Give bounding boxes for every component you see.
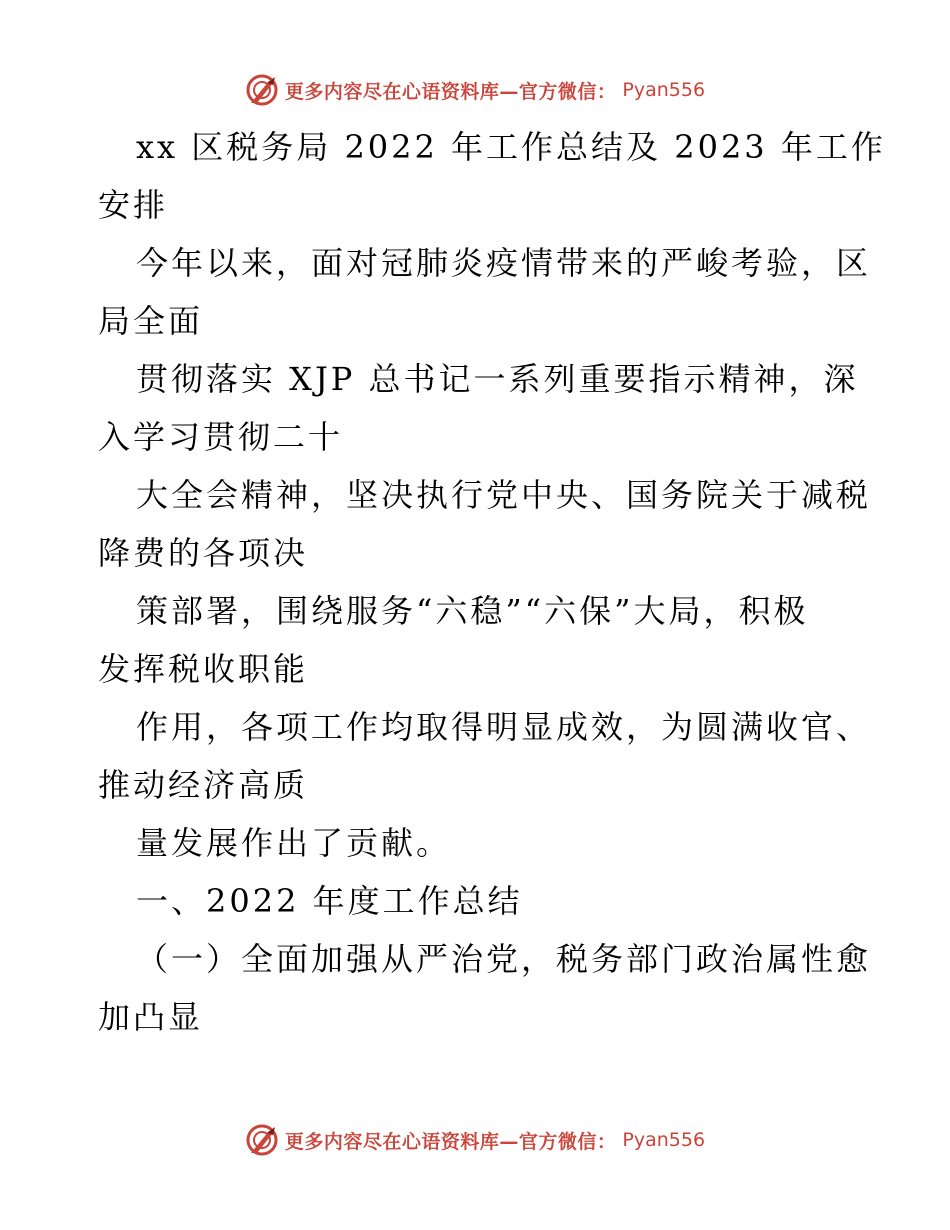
document-text-line: 加凸显 [98,998,204,1036]
document-text-line: （一）全面加强从严治党，税务部门政治属性愈 [136,940,872,978]
watermark-text: 更多内容尽在心语资料库—官方微信： [284,1130,617,1153]
header-watermark [0,70,950,110]
document-text-line: 大全会精神，坚决执行党中央、国务院关于减税 [136,476,872,514]
document-text-line: 降费的各项决 [98,534,309,572]
watermark-text: 更多内容尽在心语资料库—官方微信： [284,80,617,103]
document-body [98,118,886,1046]
watermark-wechat-id: Pyan556 [622,79,706,101]
document-text-line: 局全面 [98,302,204,340]
watermark-wechat-id: Pyan556 [622,1129,706,1151]
document-text-line: 策部署，围绕服务“六稳”“六保”大局，积极 [136,592,809,630]
document-text-line: 一、2022 年度工作总结 [136,882,523,920]
document-text-line: 推动经济高质 [98,766,309,804]
quill-pen-logo-icon [245,1123,279,1157]
document-text-line: 贯彻落实 XJP 总书记一系列重要指示精神，深 [136,360,859,398]
document-text-line: 作用，各项工作均取得明显成效，为圆满收官、 [136,708,872,746]
document-text-line: 今年以来，面对冠肺炎疫情带来的严峻考验，区 [136,244,872,282]
document-text-line: 发挥税收职能 [98,650,309,688]
footer-watermark [0,1120,950,1160]
quill-pen-logo-icon [245,73,279,107]
document-text-line: 量发展作出了贡献。 [136,824,452,862]
document-text-line: xx 区税务局 2022 年工作总结及 2023 年工作 [136,128,886,166]
document-text-line: 入学习贯彻二十 [98,418,344,456]
document-text-line: 安排 [98,186,169,224]
